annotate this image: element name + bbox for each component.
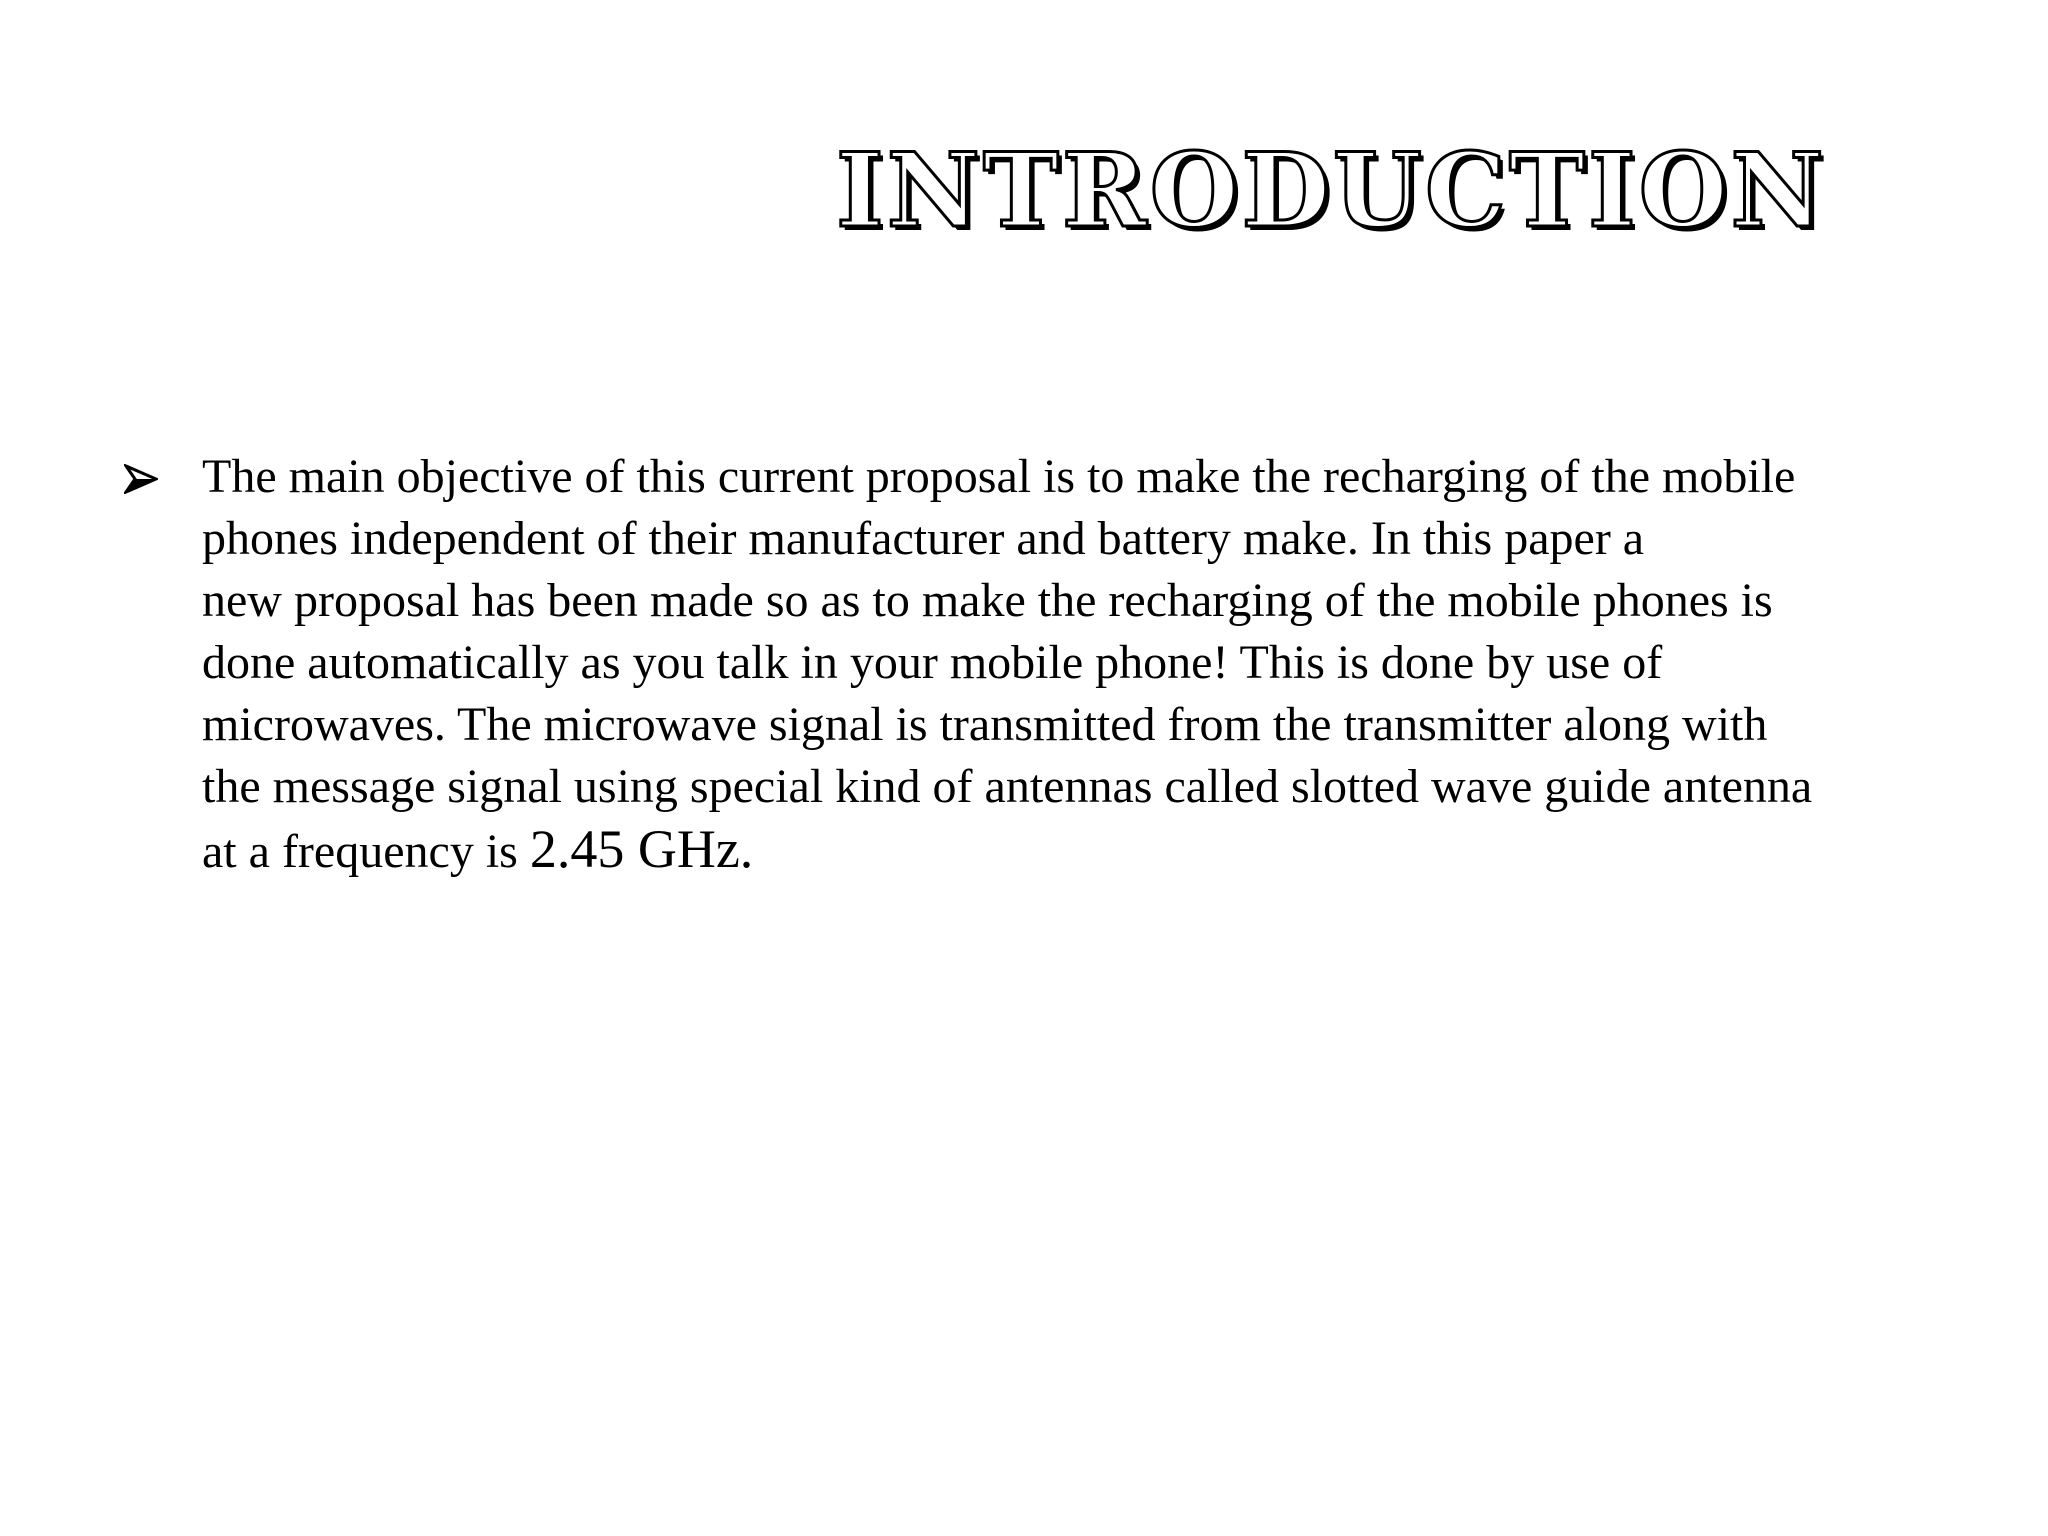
paragraph [202, 446, 1944, 883]
frequency-prefix: at a frequency is [202, 825, 530, 878]
paragraph-line: the message signal using special kind of antennas called slotted wave guide antenna [202, 760, 1813, 813]
list-item [124, 446, 1944, 883]
paragraph-line: microwaves. The microwave signal is transmitted from the transmitter along with [202, 698, 1768, 751]
slide-title: INTRODUCTION [836, 131, 1827, 251]
paragraph-line: new proposal has been made so as to make the recharging of the mobile phones is [202, 574, 1773, 627]
frequency-value: 2.45 GHz. [529, 819, 754, 879]
paragraph-line: done automatically as you talk in your mobile phone! This is done by use of [202, 636, 1663, 689]
bullet-list [124, 446, 1944, 883]
paragraph-line: The main objective of this current proposal is to make the recharging of the mobile [202, 450, 1796, 503]
paragraph-line: phones independent of their manufacturer and battery make. In this paper a [202, 512, 1645, 565]
paragraph-last-line [202, 818, 1944, 883]
arrowhead-bullet-icon [124, 464, 158, 494]
